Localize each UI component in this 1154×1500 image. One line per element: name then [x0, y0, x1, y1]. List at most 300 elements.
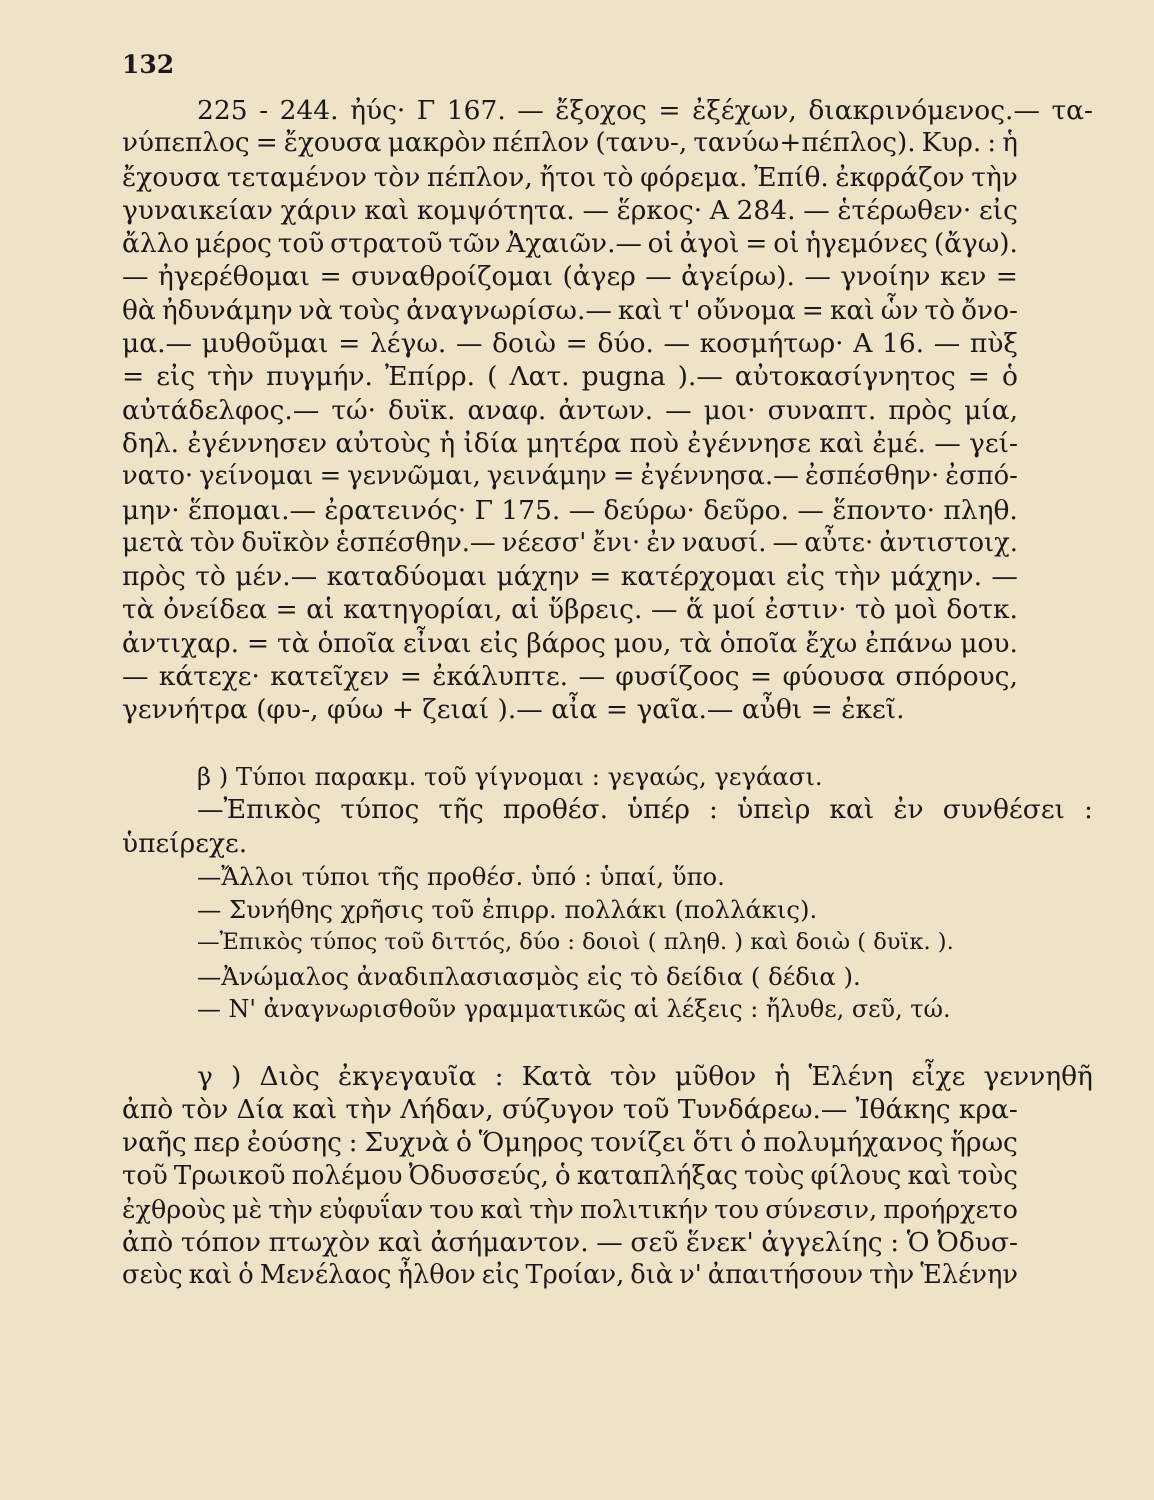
word: ἡγεμόνες: [805, 228, 929, 260]
word: οἱ: [647, 228, 674, 260]
word: τα-: [1051, 95, 1093, 126]
word: =: [246, 627, 270, 659]
word: ): [230, 1060, 242, 1092]
word: πρὸς: [122, 561, 186, 593]
word: αναφ.: [467, 394, 547, 426]
word: τ': [668, 294, 691, 326]
word: δηλ.: [122, 427, 180, 459]
word: ἑσπέσθην.—: [335, 527, 496, 558]
text-line: [122, 1259, 1018, 1292]
word: ἀντιχαρ.: [122, 627, 240, 659]
word: μάχην: [496, 561, 580, 593]
word: τεταμένον: [226, 161, 367, 193]
text-line: [122, 394, 1018, 427]
word: =: [565, 328, 588, 360]
word: συνθέσει: [942, 794, 1065, 826]
word: =: [612, 461, 635, 492]
word: γεί-: [969, 427, 1018, 459]
word: ὁ: [740, 1127, 757, 1159]
text-line: [122, 1160, 1018, 1193]
word: —: [582, 194, 609, 226]
word: ἅ: [686, 594, 704, 626]
word: μου,: [613, 627, 672, 659]
word: εἰς: [481, 1260, 520, 1291]
text-line: [122, 494, 1018, 527]
word: βάρος: [526, 627, 606, 659]
word: τὴν: [971, 161, 1018, 193]
word: τὸν: [610, 1060, 657, 1092]
word: =: [749, 661, 773, 693]
word: Συχνὰ: [364, 1127, 450, 1159]
word: —: [933, 328, 961, 360]
word: ἠύς·: [350, 95, 406, 126]
word: (ἄγω).: [933, 228, 1018, 260]
text-line: [122, 460, 1018, 493]
word: ἡ: [1002, 128, 1018, 159]
word: ἡ: [439, 427, 456, 459]
word: τὸ: [195, 561, 226, 593]
word: αἱ: [511, 594, 540, 626]
word: σπόρους,: [895, 661, 1018, 693]
word: —Ἐπικὸς: [197, 794, 322, 826]
word: θὰ: [122, 294, 156, 326]
word: ναῆς: [122, 1127, 187, 1159]
word: =: [255, 128, 278, 159]
word: =: [589, 561, 612, 593]
word: ἥρως: [949, 1127, 1018, 1159]
word: =: [801, 294, 824, 326]
word: οὔνομα: [696, 294, 796, 326]
word: καὶ: [377, 1227, 423, 1259]
word: Τροίαν,: [525, 1260, 625, 1291]
word: =: [745, 228, 768, 260]
word: προήρχετο: [883, 1193, 1018, 1224]
word: Ὀδυσ-: [937, 1227, 1018, 1259]
word: ἀγγελίης: [761, 1227, 883, 1259]
word: εἶχε: [911, 1060, 966, 1092]
word: ἔξοχος: [555, 95, 647, 126]
page-number: 132: [122, 50, 175, 79]
word: γείνομαι: [199, 461, 314, 492]
word: μάχην.: [890, 561, 983, 593]
word: πολέμου: [291, 1160, 403, 1191]
text-line: [122, 94, 1093, 127]
text-line: [122, 1126, 1018, 1159]
word: ἀγείρω).: [681, 261, 795, 293]
word: αὐτοὺς: [335, 427, 431, 459]
word: ἕποντο·: [832, 494, 936, 526]
word: περ: [193, 1127, 241, 1159]
word: ἐκάλυπτε.: [432, 661, 569, 693]
word: :: [709, 794, 718, 826]
word: 167.: [446, 95, 506, 126]
word: :: [348, 1127, 358, 1159]
word: καὶ: [188, 1260, 233, 1291]
text-line: ὑπείρεχε.: [122, 827, 248, 859]
paragraph-gap: [122, 1026, 1018, 1059]
word: διακρινόμενος.—: [808, 95, 1040, 126]
word: σύνεσιν,: [765, 1193, 878, 1224]
word: δεύρω·: [603, 494, 695, 526]
word: πὺξ: [969, 328, 1018, 360]
word: τύπος: [340, 794, 420, 826]
word: 16.: [881, 328, 925, 360]
word: =: [275, 594, 298, 626]
word: Λήδαν,: [400, 1093, 494, 1125]
word: ἐμέ.: [872, 427, 926, 459]
word: καὶ: [364, 194, 410, 226]
word: ν': [679, 1260, 702, 1291]
word: πέπλον: [492, 128, 590, 159]
text-line: [122, 327, 1018, 360]
word: αὖτε·: [804, 527, 874, 558]
word: νέεσσ': [501, 527, 587, 558]
word: ὁ: [555, 1160, 571, 1191]
word: του: [429, 1193, 475, 1224]
word: ἀναγνωρίσω.—: [406, 294, 612, 326]
text-line: [122, 660, 1018, 693]
word: =: [338, 328, 361, 360]
commentary-text: [122, 94, 1093, 1293]
word: μῦθον: [674, 1060, 757, 1092]
word: (: [487, 361, 498, 393]
word: μοὶ: [894, 594, 938, 626]
word: ἑτέρωθεν·: [837, 194, 972, 226]
text-line: [122, 161, 1018, 194]
word: ἐγέννησα.—: [640, 461, 799, 492]
word: ἐρατεινός·: [324, 494, 467, 526]
word: ἰδία: [463, 427, 519, 459]
word: =: [319, 461, 342, 492]
word: σεῦ: [630, 1227, 679, 1259]
word: φόρεμα.: [640, 161, 748, 193]
word: —: [568, 494, 596, 526]
word: κατέρχομαι: [620, 561, 777, 593]
word: ὄνο-: [961, 294, 1018, 326]
word: γεννηθῆ: [983, 1060, 1093, 1092]
word: Γ: [474, 494, 493, 526]
word: τοῦ: [122, 1160, 168, 1191]
word: τὰ: [277, 627, 310, 659]
paragraph-gap: [122, 727, 1018, 760]
word: εἰς: [786, 561, 825, 593]
word: ἐγέννησε: [687, 427, 811, 459]
word: Α: [709, 194, 729, 226]
text-line: [122, 560, 1018, 593]
word: Κυρ.: [921, 128, 982, 159]
word: ὀνείδεα: [163, 594, 267, 626]
word: σύζυγον: [501, 1093, 615, 1125]
word: ἔχω: [805, 627, 858, 659]
text-line: —Ἄλλοι τύποι τῆς προθέσ. ὑπό : ὑπαί, ὕπο.: [197, 861, 725, 891]
word: ὁ: [238, 1260, 254, 1291]
text-line: — Ν' ἀναγνωρισθοῦν γραμματικῶς αἱ λέξεις : ἤλυθε, σεῦ, τώ.: [197, 995, 951, 1024]
text-line: —Ἀνώμαλος ἀναδιπλασιασμὸς εἰς τὸ δείδια ( δέδια ).: [197, 961, 861, 991]
word: ἀπαιτήσουν: [707, 1260, 864, 1291]
word: τὴν: [268, 1193, 313, 1224]
word: —: [122, 261, 149, 293]
word: καταδύομαι: [326, 561, 488, 593]
word: τονίζει: [590, 1127, 686, 1159]
word: ).—: [677, 361, 723, 393]
word: ἐσπέσθην·: [804, 461, 940, 492]
word: τὸ: [602, 161, 634, 193]
word: ἡ: [774, 1060, 791, 1092]
word: —: [991, 561, 1018, 593]
word: ἔχουσα: [283, 128, 382, 159]
word: μέν.—: [235, 561, 318, 593]
word: τῶν: [448, 228, 501, 260]
word: —: [665, 394, 692, 426]
word: ἔχουσα: [122, 161, 221, 193]
word: νὰ: [298, 294, 333, 326]
text-line: γεννήτρα (φυ-, φύω + ζειαί ).— αἶα = γαῖα.— αὖθι = ἐκεῖ.: [122, 694, 905, 726]
text-line: [122, 627, 1018, 660]
word: πρὸς: [888, 394, 953, 426]
word: τανύω+πέπλος).: [693, 128, 916, 159]
word: λέγω.: [369, 328, 447, 360]
word: καὶ: [480, 1193, 524, 1224]
word: :: [494, 1060, 504, 1092]
text-line: [122, 793, 1093, 826]
word: ὕβρεις.: [547, 594, 643, 626]
word: μυθοῦμαι: [201, 328, 329, 360]
text-line: β ) Τύποι παρακμ. τοῦ γίγνομαι : γεγαώς, γεγάασι.: [197, 761, 823, 791]
word: καὶ: [829, 294, 875, 326]
word: αὐτοκασίγνητος: [734, 361, 956, 393]
word: Ἐπίρρ.: [385, 361, 476, 393]
word: γ: [197, 1060, 213, 1092]
word: τὰ: [122, 594, 155, 626]
word: τοὺς: [957, 1160, 1018, 1191]
word: =: [658, 95, 681, 126]
word: διὰ: [630, 1260, 674, 1291]
word: μέρος: [194, 228, 272, 260]
text-line: — Συνήθης χρῆσις τοῦ ἐπιρρ. πολλάκι (πολλάκις).: [197, 895, 818, 925]
text-line: [122, 1093, 1018, 1126]
word: τὴν: [529, 1193, 574, 1224]
word: φύουσα: [782, 661, 886, 693]
word: μητέρα: [526, 427, 622, 459]
word: τοὺς: [338, 294, 401, 326]
text-line: [122, 593, 1018, 626]
word: του: [714, 1193, 760, 1224]
word: pugna: [581, 361, 666, 393]
word: πολυμήχανος: [763, 1127, 944, 1159]
word: —: [596, 1227, 623, 1259]
word: Τρωικοῦ: [173, 1160, 286, 1191]
word: ἤτοι: [539, 161, 597, 193]
word: εἶναι: [402, 627, 472, 659]
word: τὴν: [834, 561, 882, 593]
word: τὸν: [373, 161, 421, 193]
word: ἠδυνάμην: [161, 294, 293, 326]
word: ἀπὸ: [122, 1093, 174, 1125]
word: στρατοῦ: [330, 228, 443, 260]
word: =: [319, 261, 342, 293]
word: δοιὼ: [492, 328, 556, 360]
word: Λατ.: [509, 361, 570, 393]
text-line: [122, 1193, 1018, 1226]
word: εἰς: [479, 627, 519, 659]
word: —: [517, 95, 544, 126]
word: ἀγοὶ: [679, 228, 740, 260]
word: =: [122, 361, 145, 393]
word: μα.—: [122, 328, 193, 360]
word: εἰς: [156, 361, 196, 393]
word: τὴν: [869, 1260, 915, 1291]
word: ὁ: [1002, 361, 1018, 393]
word: —: [803, 194, 830, 226]
word: ἐκγεγαυῖα: [337, 1060, 477, 1092]
word: ἐχθροὺς: [122, 1193, 226, 1224]
text-line: [122, 260, 1018, 293]
word: πτωχὸν: [268, 1227, 371, 1259]
word: ἕνεκ': [685, 1227, 754, 1259]
word: τώ·: [331, 394, 377, 426]
word: τὸ: [924, 294, 956, 326]
word: ἐσπό-: [945, 461, 1018, 492]
text-line: [122, 1060, 1093, 1093]
text-line: [122, 227, 1018, 260]
word: εὐφυΐαν: [319, 1193, 424, 1224]
word: ἐν: [646, 527, 676, 558]
word: (ἀγερ: [562, 261, 636, 293]
word: ὁ: [455, 1127, 472, 1159]
text-line: —Ἐπικὸς τύπος τοῦ διττός, δύο : δοιοὶ ( πληθ. ) καὶ δοιὼ ( δυϊκ. ).: [197, 929, 954, 956]
word: γεινάμην: [486, 461, 607, 492]
word: τὴν: [345, 1093, 393, 1125]
word: οἱ: [773, 228, 800, 260]
word: ἀσήμαντον.: [430, 1227, 589, 1259]
text-line: [122, 360, 1018, 393]
word: ὑπεὶρ: [737, 794, 811, 826]
word: καταπλήξας: [576, 1160, 738, 1191]
word: τόπον: [180, 1227, 261, 1259]
word: χάριν: [280, 194, 357, 226]
word: Ἀχαιῶν.—: [506, 228, 642, 260]
word: :: [890, 1227, 900, 1259]
word: :: [1084, 794, 1093, 826]
word: τῆς: [438, 794, 484, 826]
word: δυϊκ.: [388, 394, 456, 426]
word: πολιτικήν: [579, 1193, 709, 1224]
word: ποὺ: [629, 427, 680, 459]
word: ὅτι: [692, 1127, 734, 1159]
word: γεννῶμαι,: [347, 461, 481, 492]
word: γυναικείαν: [122, 194, 274, 226]
word: δεῦρο.: [703, 494, 790, 526]
word: τὰ: [679, 627, 712, 659]
word: ἀπὸ: [122, 1227, 174, 1259]
word: μην·: [122, 494, 180, 526]
word: καὶ: [292, 1093, 338, 1125]
word: καὶ: [907, 1160, 952, 1191]
text-line: [122, 427, 1018, 460]
word: κεν: [939, 261, 987, 293]
word: ὧν: [880, 294, 919, 326]
word: μία,: [964, 394, 1018, 426]
word: κάτεχε·: [158, 661, 260, 693]
word: ἀντων.: [558, 394, 654, 426]
text-line: [122, 1226, 1018, 1259]
word: ὑπέρ: [627, 794, 690, 826]
text-line: [122, 527, 1018, 560]
word: Ἰθάκης: [855, 1093, 951, 1125]
word: —: [455, 328, 483, 360]
word: Ἐπίθ.: [754, 161, 829, 193]
word: ναυσί.: [681, 527, 767, 558]
word: ἔνι·: [592, 527, 641, 558]
word: αὐτάδελφος.—: [122, 394, 320, 426]
word: τοῦ: [277, 228, 325, 260]
word: ἐκφράζον: [835, 161, 965, 193]
text-line: [122, 294, 1018, 327]
word: πυγμήν.: [265, 361, 373, 393]
word: —: [122, 661, 149, 693]
word: μακρὸν: [387, 128, 487, 159]
word: Δία: [236, 1093, 284, 1125]
word: Γ: [416, 95, 436, 126]
word: δοτκ.: [946, 594, 1018, 626]
word: Ἑλένην: [920, 1260, 1018, 1291]
word: μετὰ: [122, 527, 184, 558]
word: σεὺς: [122, 1260, 183, 1291]
word: ἐγέννησεν: [187, 427, 328, 459]
word: κοσμήτωρ·: [699, 328, 844, 360]
word: ἕρκος·: [616, 194, 703, 226]
word: —: [645, 261, 672, 293]
word: —: [797, 494, 824, 526]
word: ἐξέχων,: [692, 95, 797, 126]
word: αἱ: [306, 594, 335, 626]
word: κρα-: [958, 1093, 1018, 1125]
word: ἄλλο: [122, 228, 190, 260]
word: =: [995, 261, 1018, 293]
word: Ὁ: [906, 1227, 930, 1259]
word: νύπεπλος: [122, 128, 250, 159]
word: κατηγορίαι,: [343, 594, 503, 626]
word: Ὀδυσσεύς,: [408, 1160, 549, 1191]
word: τὸν: [189, 527, 236, 558]
word: νατο·: [122, 461, 194, 492]
word: κατεῖχεν: [270, 661, 390, 693]
word: γνοίην: [840, 261, 931, 293]
word: δύο.: [597, 328, 654, 360]
word: Κατὰ: [521, 1060, 592, 1092]
word: πέπλον,: [426, 161, 533, 193]
word: συναπτ.: [767, 394, 877, 426]
word: Α: [853, 328, 873, 360]
word: τὴν: [207, 361, 254, 393]
word: μου.: [960, 627, 1018, 659]
word: ἐούσης: [246, 1127, 342, 1159]
word: καὶ: [819, 427, 865, 459]
word: δυϊκὸν: [241, 527, 330, 558]
word: 244.: [279, 95, 339, 126]
word: —: [650, 594, 678, 626]
word: ἠγερέθομαι: [157, 261, 311, 293]
word: =: [967, 361, 990, 393]
word: -: [259, 95, 269, 126]
word: τοῦ: [622, 1093, 670, 1125]
word: Τυνδάρεω.—: [677, 1093, 848, 1125]
word: συναθροίζομαι: [351, 261, 554, 293]
word: —: [772, 527, 799, 558]
word: =: [399, 661, 422, 693]
word: μὲ: [232, 1193, 263, 1224]
word: 225: [197, 95, 248, 126]
